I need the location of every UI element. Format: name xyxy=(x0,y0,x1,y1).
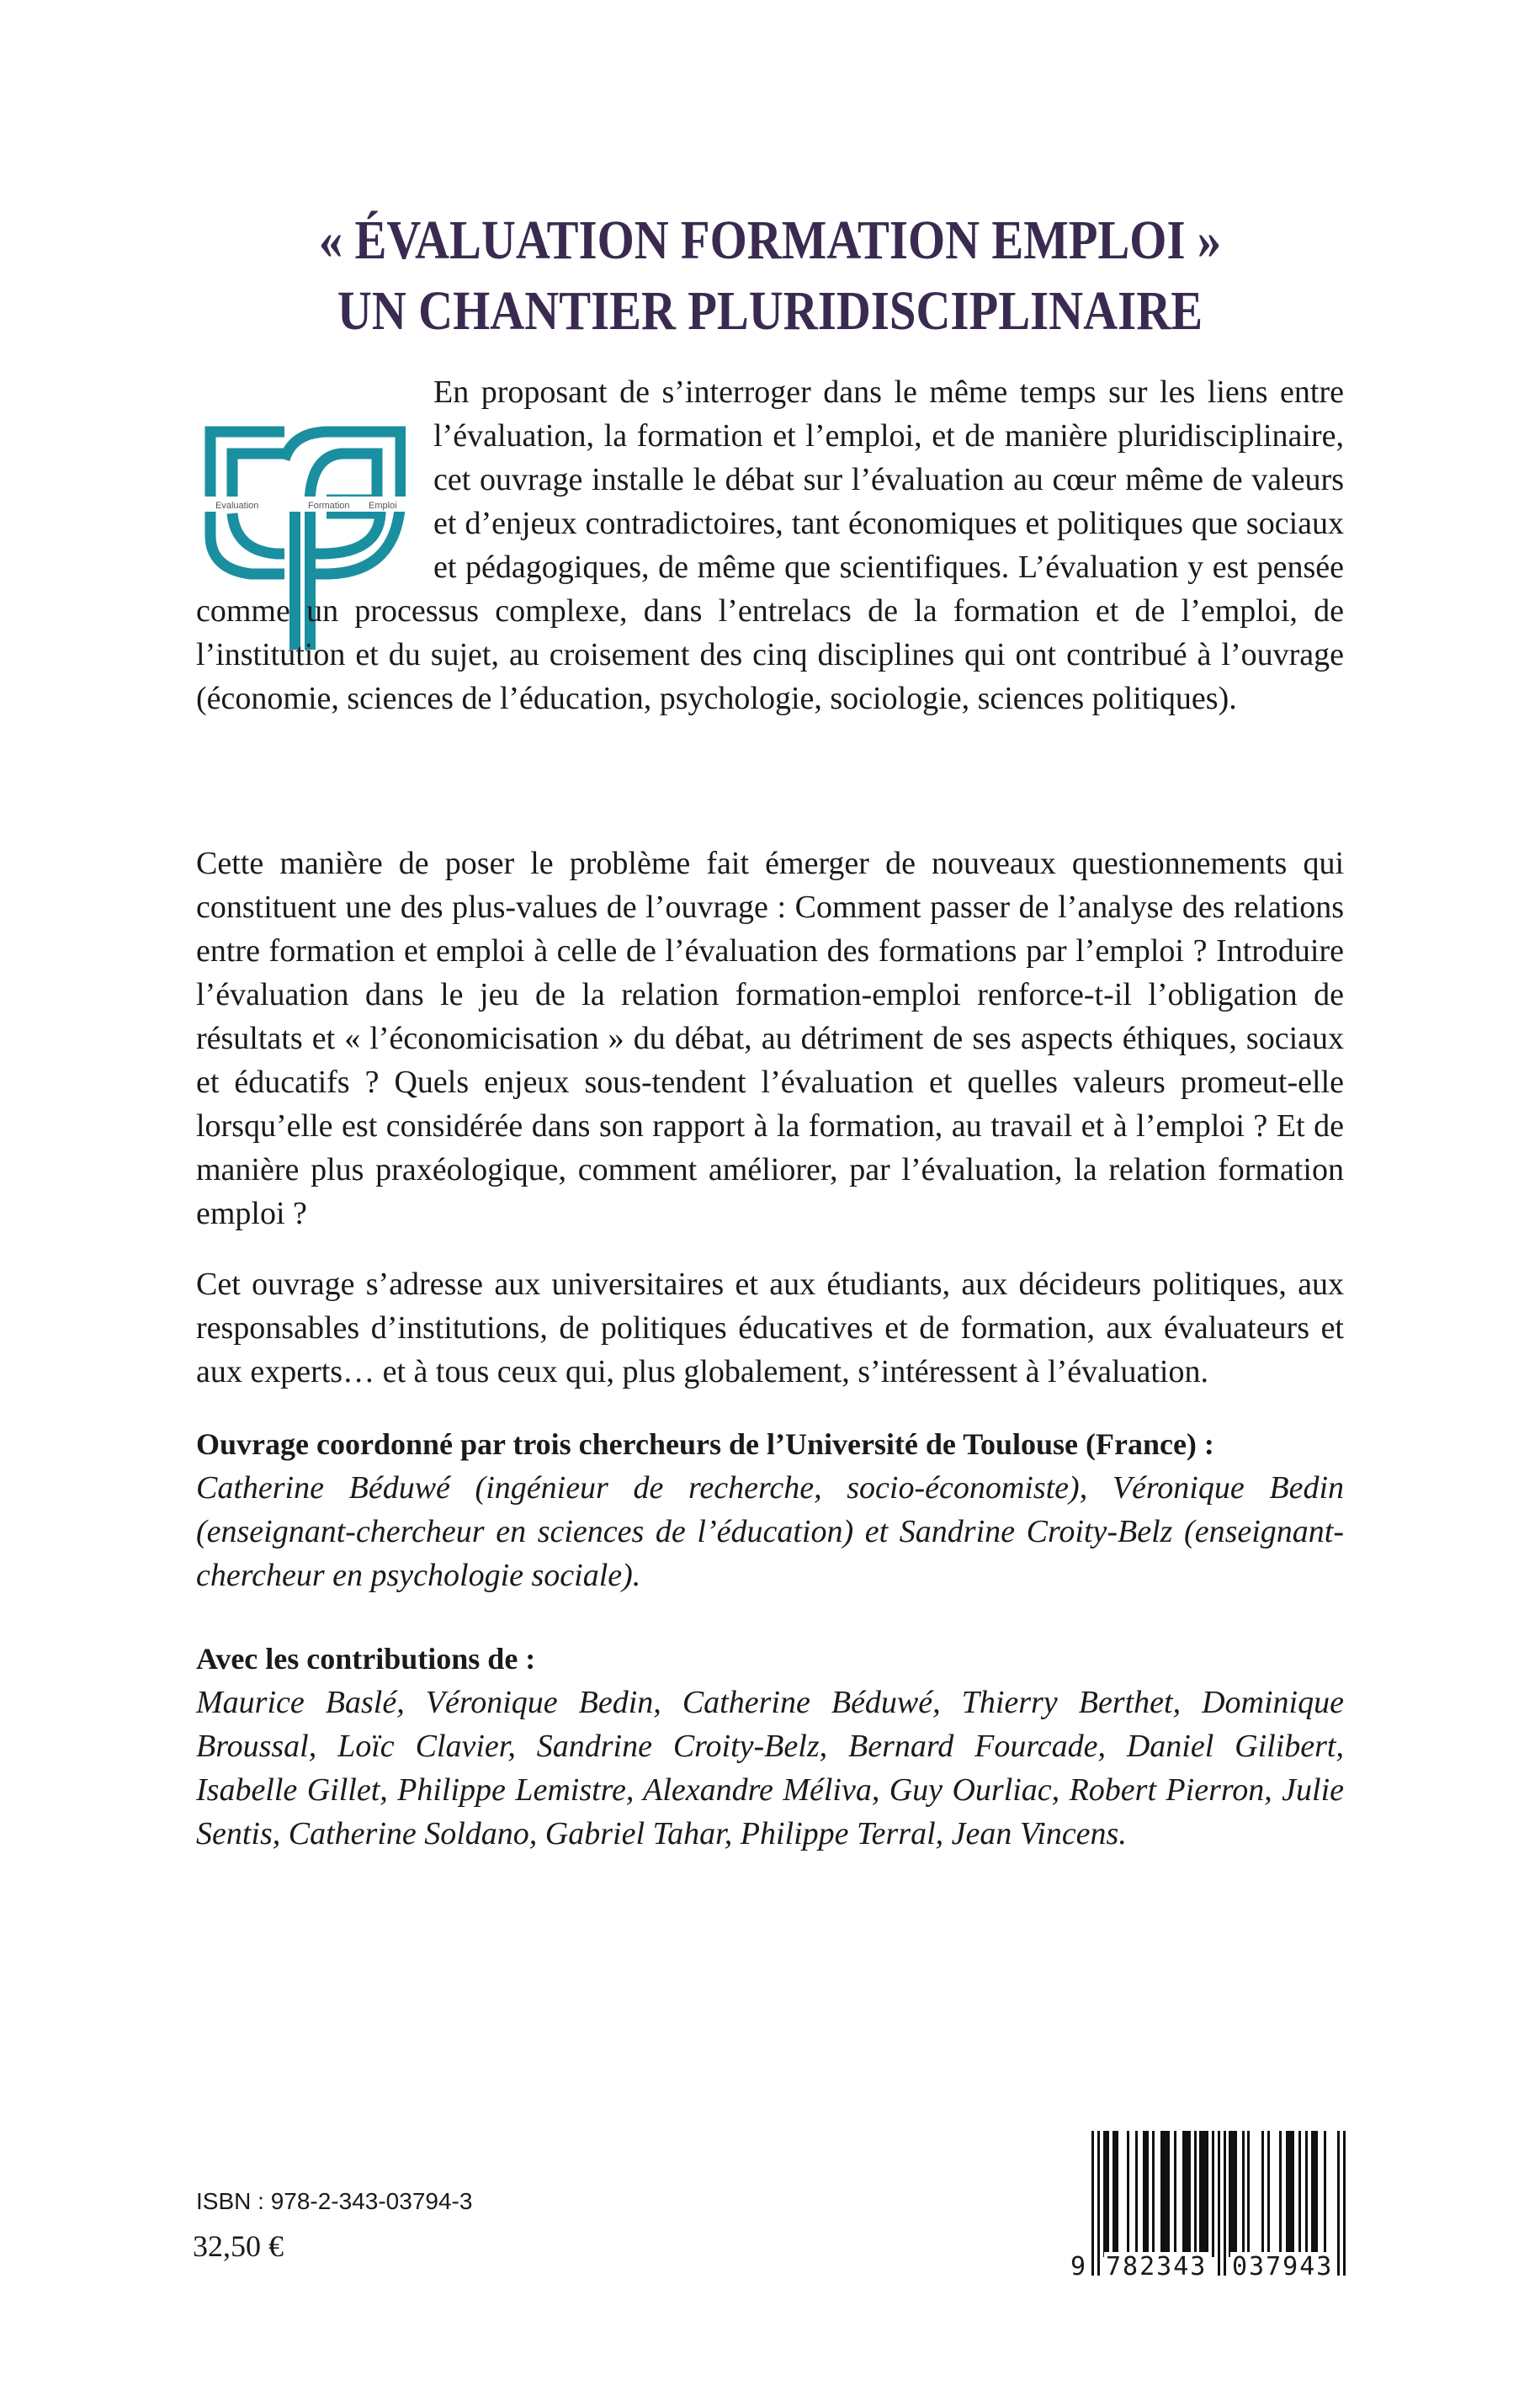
isbn: ISBN : 978-2-343-03794-3 xyxy=(196,2188,473,2214)
barcode-left-group: 782343 xyxy=(1106,2252,1208,2281)
barcode-right-group: 037943 xyxy=(1232,2252,1334,2281)
coordination-authors: Catherine Béduwé (ingénieur de recherche, socio-économiste), Véronique Bedin (enseignant-chercheur en sciences de l’éducation) et Sandrine Croity-Belz (enseignant-chercheur en psychologie sociale). xyxy=(196,1470,1344,1593)
contributions-heading: Avec les contributions de : xyxy=(196,1642,536,1676)
price: 32,50 € xyxy=(193,2229,284,2263)
title-line-2: UN CHANTIER PLURIDISCIPLINAIRE xyxy=(337,280,1203,343)
logo-spacer xyxy=(196,370,433,587)
paragraph-1: En proposant de s’interroger dans le même temps sur les liens entre l’évaluation, la formation et l’emploi, et de manière pluridisciplinaire, cet ouvrage installe le débat sur l’évaluation au cœur même de valeurs et d’enjeux contradictoires, tant économiques et politiques que sociaux et pédagogiques, de même que scientifiques. L’évaluation y est pensée comme un processus complexe, dans l’entrelacs de la formation et de l’emploi, de l’institution et du sujet, au croisement des cinq disciplines qui ont contribué à l’ouvrage (économie, sciences de l’éducation, psychologie, sociologie, sciences politiques). xyxy=(196,374,1344,716)
logo-word-emploi: Emploi xyxy=(369,501,397,511)
logo-word-evaluation: Evaluation xyxy=(215,501,259,511)
title-line-1: « ÉVALUATION FORMATION EMPLOI » xyxy=(318,210,1222,272)
contributions-section xyxy=(196,1637,1344,1856)
paragraph-1-container xyxy=(196,370,1344,720)
logo-word-formation: Formation xyxy=(308,501,350,511)
contributions-list: Maurice Baslé, Véronique Bedin, Catherine Béduwé, Thierry Berthet, Dominique Broussal, Loïc Clavier, Sandrine Croity-Belz, Bernard Fourcade, Daniel Gilibert, Isabelle Gillet, Philippe Lemistre, Alexandre Méliva, Guy Ourliac, Robert Pierron, Julie Sentis, Catherine Soldano, Gabriel Tahar, Philippe Terral, Jean Vincens. xyxy=(196,1685,1344,1851)
coordination-section xyxy=(196,1422,1344,1597)
coordination-heading: Ouvrage coordonné par trois chercheurs de l’Université de Toulouse (France) : xyxy=(196,1427,1214,1461)
paragraph-2: Cette manière de poser le problème fait émerger de nouveaux questionnements qui constituent une des plus-values de l’ouvrage : Comment passer de l’analyse des relations entre formation et emploi à celle de l’évaluation des formations par l’emploi ? Introduire l’évaluation dans le jeu de la relation formation-emploi renforce-t-il l’obligation de résultats et « l’économicisation » du débat, au détriment de ses aspects éthiques, sociaux et éducatifs ? Quels enjeux sous-tendent l’évaluation et quelles valeurs promeut-elle lorsqu’elle est considérée dans son rapport à la formation, au travail et à l’emploi ? Et de manière plus praxéologique, comment améliorer, par l’évaluation, la relation formation emploi ? xyxy=(196,846,1344,1231)
book-title xyxy=(252,205,1288,347)
paragraph-3: Cet ouvrage s’adresse aux universitaires et aux étudiants, aux décideurs politiques, aux responsables d’institutions, de politiques éducatives et de formation, aux évaluateurs et aux experts… et à tous ceux qui, plus globalement, s’intéressent à l’évaluation. xyxy=(196,1267,1344,1389)
barcode-first-digit: 9 xyxy=(1070,2252,1088,2281)
